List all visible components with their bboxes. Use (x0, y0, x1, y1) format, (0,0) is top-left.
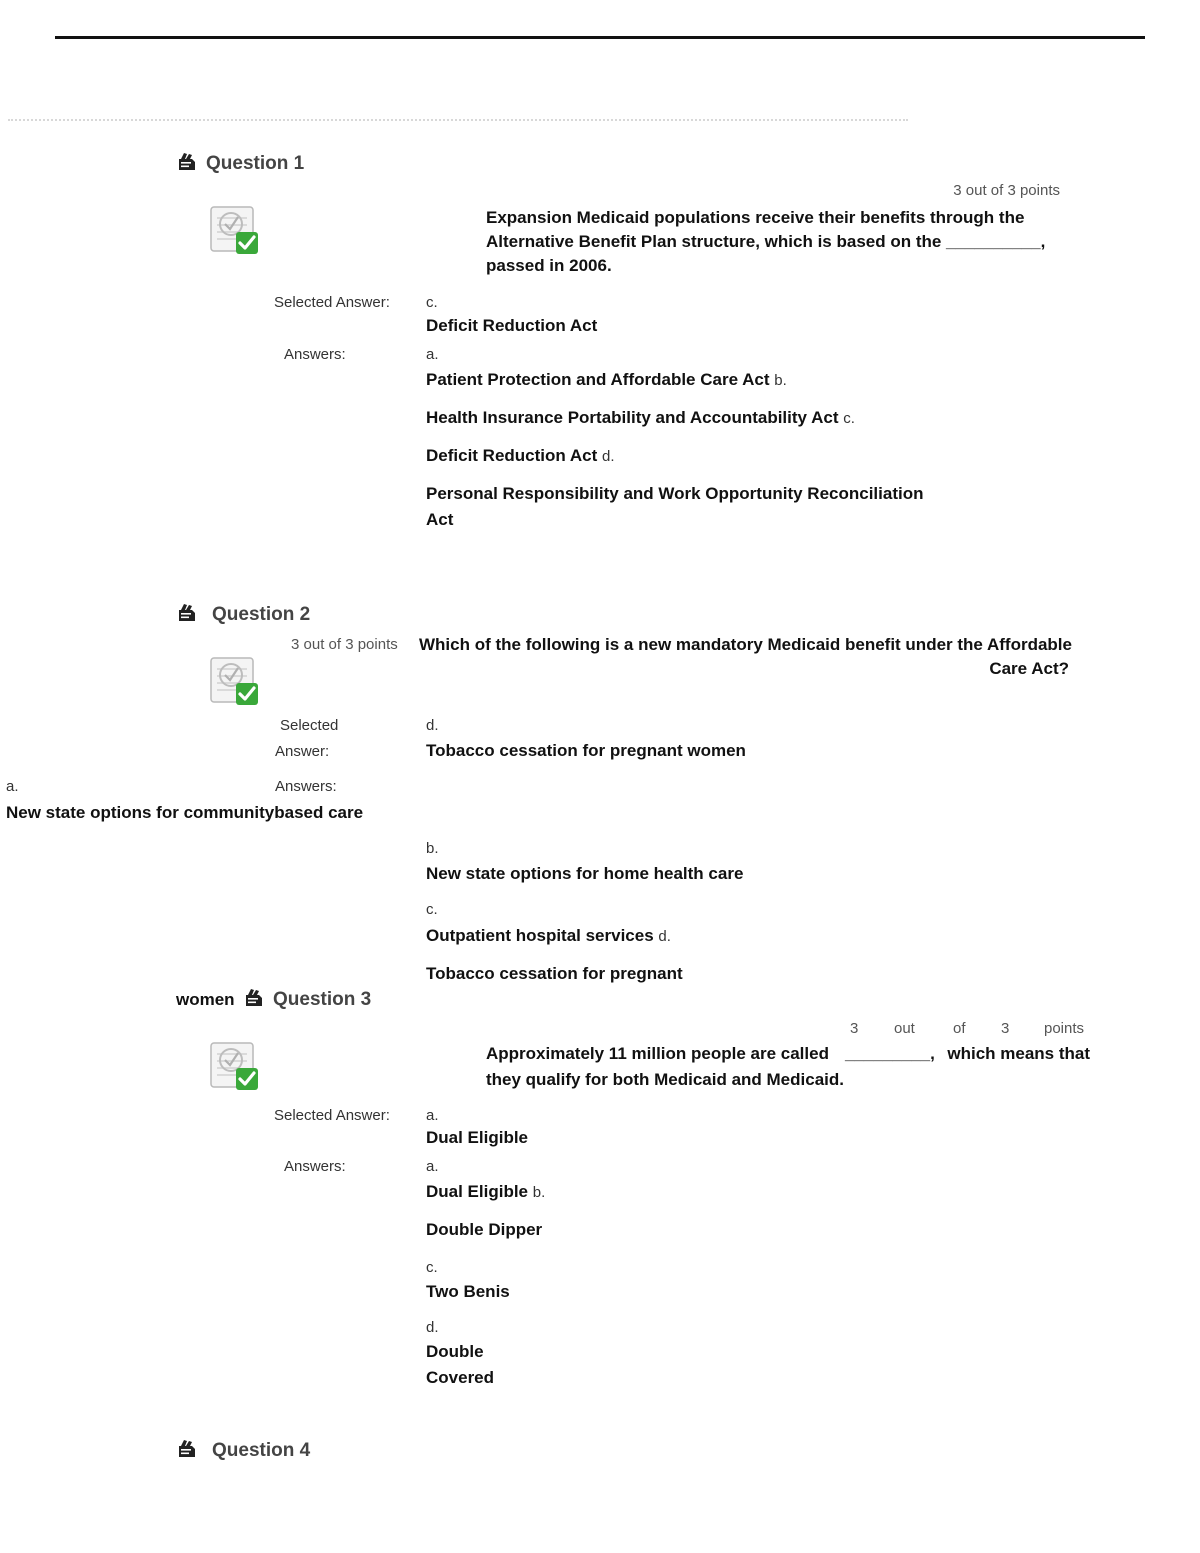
question-3-points-5: points (1044, 1020, 1085, 1037)
answer-d-text-line-2: women (176, 990, 235, 1009)
answer-c-letter: c. (426, 1259, 438, 1276)
answer-a-row (426, 1182, 545, 1202)
answer-c-letter: c. (426, 901, 438, 918)
question-3-points-3: of (953, 1020, 966, 1037)
answer-a-row (426, 370, 787, 390)
answer-d-text-line-1: Personal Responsibility and Work Opportunity Reconciliation (426, 484, 924, 503)
selected-answer-letter: c. (426, 294, 438, 311)
answer-a-letter: a. (426, 1158, 439, 1175)
answer-d-text-line-2: Covered (426, 1368, 495, 1387)
question-2-text-line-1: Which of the following is a new mandatory Medicaid benefit under the Affordable (419, 635, 1072, 654)
question-3-text-line-2: they qualify for both Medicaid and Medicaid. (486, 1070, 844, 1089)
question-4-title: Question 4 (212, 1440, 311, 1461)
question-3-heading (245, 989, 371, 1010)
question-2-heading (178, 604, 310, 626)
answer-d-letter: d. (426, 1319, 439, 1336)
answer-a-letter: a. (6, 778, 19, 795)
answers-label: Answers: (284, 1158, 346, 1175)
selected-answer-label-line-1: Selected (280, 717, 339, 734)
answer-b-letter: b. (532, 1184, 546, 1201)
answer-d-letter: d. (602, 448, 615, 465)
answer-c-text: Two Benis (426, 1282, 510, 1301)
question-3-text-line-1b: which means that (947, 1044, 1090, 1063)
pencil-notepad-icon (245, 989, 265, 1007)
answer-c-text: Outpatient hospital services (426, 926, 654, 945)
answer-d-text-line-1: Double (426, 1342, 484, 1361)
selected-answer-label: Selected Answer: (274, 294, 390, 311)
selected-answer-label: Selected Answer: (274, 1107, 390, 1124)
answer-d-text-line-2: Act (426, 510, 454, 529)
answer-b-letter: b. (426, 840, 439, 857)
answer-b-text: New state options for home health care (426, 864, 744, 883)
question-1-text-line-2: Alternative Benefit Plan structure, which is based on the __________, (486, 232, 1046, 251)
question-4-heading (178, 1440, 310, 1462)
answer-a-text: Patient Protection and Affordable Care Act (426, 370, 770, 389)
answer-a-text: Dual Eligible (426, 1182, 529, 1201)
question-3-text-blank: _________, (845, 1044, 935, 1063)
answer-c-row (426, 446, 615, 466)
question-3-points-2: out (894, 1020, 915, 1037)
top-rule (55, 36, 1145, 39)
question-3-points-1: 3 (850, 1020, 859, 1037)
correct-check-icon (209, 204, 261, 256)
question-3-heading-row (176, 989, 371, 1011)
question-1-text-line-1: Expansion Medicaid populations receive their benefits through the (486, 208, 1025, 227)
answer-d-text-line-1: Tobacco cessation for pregnant (426, 964, 683, 983)
answer-a-text: New state options for communitybased care (6, 803, 364, 822)
selected-answer-letter: d. (426, 717, 439, 734)
question-3-title: Question 3 (273, 989, 372, 1010)
answer-a-letter: a. (426, 346, 439, 363)
answer-b-text: Health Insurance Portability and Accountability Act (426, 408, 839, 427)
dotted-divider (8, 119, 908, 121)
question-1-text-line-3: passed in 2006. (486, 256, 612, 275)
answer-b-row (426, 408, 855, 428)
answer-b-letter: b. (774, 372, 787, 389)
selected-answer-text: Dual Eligible (426, 1128, 529, 1147)
question-1-heading (178, 153, 304, 175)
selected-answer-text: Deficit Reduction Act (426, 316, 598, 335)
answer-c-letter: c. (843, 410, 855, 427)
question-1-points: 3 out of 3 points (953, 182, 1060, 199)
answer-d-letter: d. (658, 928, 671, 945)
pencil-notepad-icon (178, 153, 198, 171)
pencil-notepad-icon (178, 1440, 198, 1458)
answer-b-text: Double Dipper (426, 1220, 543, 1239)
pencil-notepad-icon (178, 604, 198, 622)
question-3-points-4: 3 (1001, 1020, 1010, 1037)
question-3-text-line-1a: Approximately 11 million people are called (486, 1044, 829, 1063)
answers-label: Answers: (284, 346, 346, 363)
answer-c-text: Deficit Reduction Act (426, 446, 598, 465)
correct-check-icon (209, 1040, 261, 1092)
correct-check-icon (209, 655, 261, 707)
selected-answer-letter: a. (426, 1107, 439, 1124)
selected-answer-label-line-2: Answer: (275, 743, 330, 760)
question-1-title: Question 1 (206, 153, 305, 174)
question-2-title: Question 2 (212, 604, 311, 625)
selected-answer-text: Tobacco cessation for pregnant women (426, 741, 746, 760)
question-2-text-line-2: Care Act? (989, 659, 1069, 678)
answers-label: Answers: (275, 778, 337, 795)
answer-c-row (426, 926, 671, 946)
question-2-points: 3 out of 3 points (291, 636, 398, 653)
